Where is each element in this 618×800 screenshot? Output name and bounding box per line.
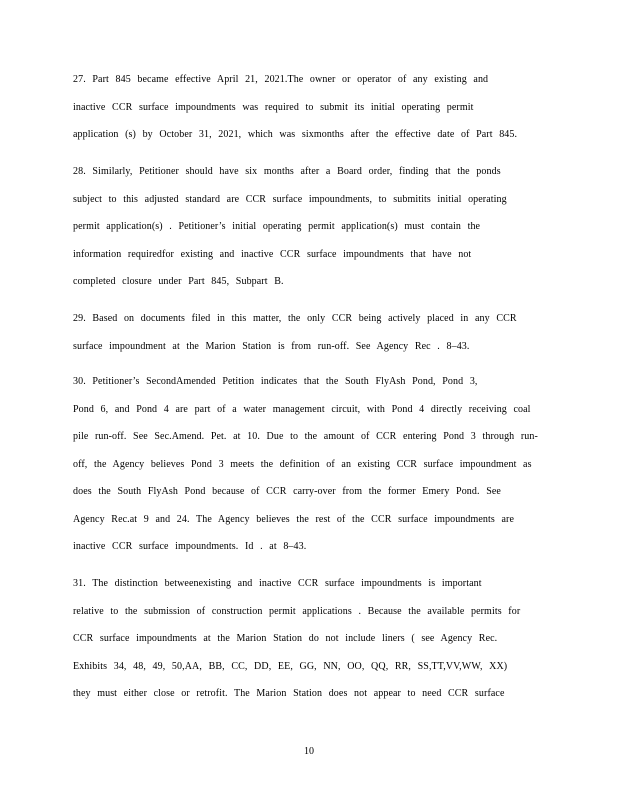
- text-line: 27. Part 845 became effective April 21, 2021.The owner or operator of any existing and: [73, 74, 489, 85]
- paragraph-30: [73, 368, 543, 561]
- paragraph-29: [73, 305, 543, 360]
- text-line: subject to this adjusted standard are CCR surface impoundments, to submitits initial operating: [73, 193, 507, 205]
- paragraph-27: [73, 66, 543, 149]
- text-line: application (s) by October 31, 2021, which was sixmonths after the effective date of Part 845.: [73, 129, 518, 140]
- text-line: 31. The distinction betweenexisting and inactive CCR surface impoundments is important: [73, 578, 482, 589]
- text-line: 28. Similarly, Petitioner should have six months after a Board order, finding that the ponds: [73, 166, 501, 177]
- text-line: relative to the submission of construction permit applications . Because the available permits for: [73, 605, 521, 617]
- text-line: CCR surface impoundments at the Marion Station do not include liners ( see Agency Rec.: [73, 633, 498, 644]
- text-line: Pond 6, and Pond 4 are part of a water management circuit, with Pond 4 directly receiving coal: [73, 403, 531, 415]
- text-line: pile run-off. See Sec.Amend. Pet. at 10. Due to the amount of CCR entering Pond 3 through run-: [73, 431, 538, 442]
- text-line: does the South FlyAsh Pond because of CCR carry-over from the former Emery Pond. See: [73, 486, 501, 497]
- text-line: Exhibits 34, 48, 49, 50,AA, BB, CC, DD, EE, GG, NN, OO, QQ, RR, SS,TT,VV,WW, XX): [73, 660, 508, 672]
- text-line: inactive CCR surface impoundments was required to submit its initial operating permit: [73, 101, 474, 113]
- text-line: Agency Rec.at 9 and 24. The Agency believes the rest of the CCR surface impoundments are: [73, 513, 515, 525]
- paragraph-31: [73, 570, 543, 708]
- text-line: off, the Agency believes Pond 3 meets the definition of an existing CCR surface impoundment as: [73, 458, 532, 470]
- text-line: surface impoundment at the Marion Station is from run-off. See Agency Rec . 8–43.: [73, 340, 470, 352]
- text-line: inactive CCR surface impoundments. Id . at 8–43.: [73, 541, 307, 552]
- text-line: information requiredfor existing and inactive CCR surface impoundments that have not: [73, 248, 472, 260]
- page-number: 10: [304, 746, 314, 757]
- paragraph-28: [73, 158, 543, 296]
- text-line: permit application(s) . Petitioner’s initial operating permit application(s) must contain the: [73, 221, 481, 232]
- text-line: 30. Petitioner’s SecondAmended Petition indicates that the South FlyAsh Pond, Pond 3,: [73, 376, 478, 387]
- text-line: they must either close or retrofit. The Marion Station does not appear to need CCR surface: [73, 688, 505, 699]
- text-line: 29. Based on documents filed in this matter, the only CCR being actively placed in any CCR: [73, 313, 517, 324]
- text-line: completed closure under Part 845, Subpart B.: [73, 276, 284, 287]
